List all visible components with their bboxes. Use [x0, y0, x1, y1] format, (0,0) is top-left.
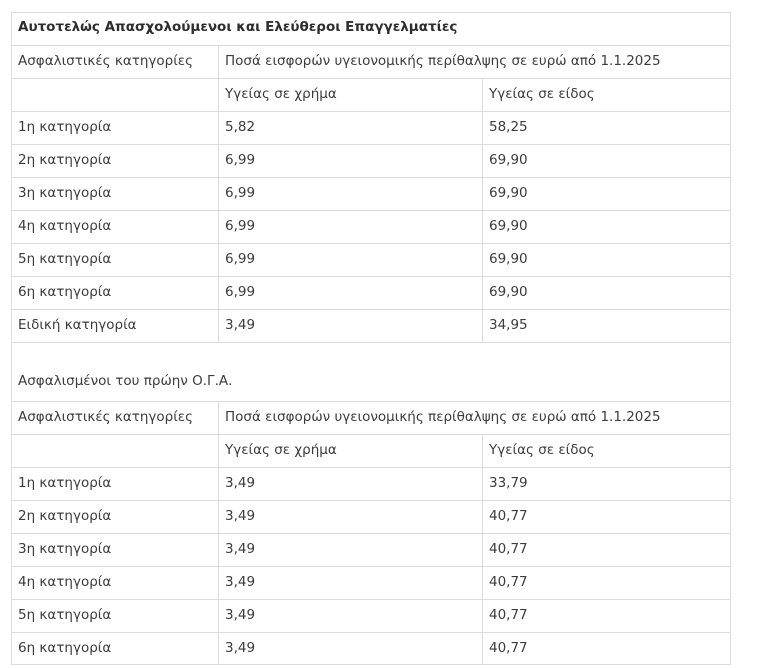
table1-title: Αυτοτελώς Απασχολούμενοι και Ελεύθεροι Επαγγελματίες — [18, 19, 458, 35]
contributions-table — [11, 12, 731, 665]
category-cell: 1η κατηγορία — [12, 112, 219, 144]
cash-cell: 3,49 — [219, 567, 483, 599]
table2-sub-kind: Υγείας σε είδος — [489, 442, 595, 458]
kind-cell: 33,79 — [489, 475, 528, 491]
table-row — [12, 632, 730, 665]
table-row — [12, 467, 730, 500]
table2-header-amounts: Ποσά εισφορών υγειονομικής περίθαλψης σε ευρώ από 1.1.2025 — [225, 409, 661, 425]
category-cell: 4η κατηγορία — [12, 211, 219, 243]
kind-cell: 69,90 — [489, 251, 528, 267]
cash-cell: 6,99 — [219, 145, 483, 177]
table-row — [12, 144, 730, 177]
kind-cell: 69,90 — [489, 284, 528, 300]
category-cell: 3η κατηγορία — [12, 534, 219, 566]
category-cell: Ειδική κατηγορία — [12, 310, 219, 342]
category-cell: 3η κατηγορία — [12, 178, 219, 210]
cash-cell: 6,99 — [219, 244, 483, 276]
table-row — [12, 111, 730, 144]
table1-header-row — [12, 45, 730, 78]
category-cell: 5η κατηγορία — [12, 600, 219, 632]
category-cell: 2η κατηγορία — [12, 145, 219, 177]
kind-cell: 40,77 — [489, 508, 528, 524]
cash-cell: 6,99 — [219, 178, 483, 210]
category-cell: 4η κατηγορία — [12, 567, 219, 599]
table1-sub-kind: Υγείας σε είδος — [489, 86, 595, 102]
table2-header-row — [12, 401, 730, 434]
category-cell: 2η κατηγορία — [12, 501, 219, 533]
kind-cell: 34,95 — [489, 317, 528, 333]
cash-cell: 3,49 — [219, 501, 483, 533]
table-row — [12, 533, 730, 566]
table2-subheader-row — [12, 434, 730, 467]
category-cell: 1η κατηγορία — [12, 468, 219, 500]
table-row — [12, 177, 730, 210]
cash-cell: 6,99 — [219, 211, 483, 243]
cash-cell: 5,82 — [219, 112, 483, 144]
table2-sub-cash: Υγείας σε χρήμα — [219, 435, 483, 467]
cash-cell: 3,49 — [219, 468, 483, 500]
table-row — [12, 309, 730, 342]
table1-header-categories: Ασφαλιστικές κατηγορίες — [12, 46, 219, 78]
table-row — [12, 276, 730, 309]
table2-subheader-empty — [12, 435, 219, 467]
table1-subheader-row — [12, 78, 730, 111]
kind-cell: 40,77 — [489, 574, 528, 590]
table1-subheader-empty — [12, 79, 219, 111]
cash-cell: 3,49 — [219, 600, 483, 632]
kind-cell: 58,25 — [489, 119, 528, 135]
cash-cell: 3,49 — [219, 633, 483, 664]
cash-cell: 3,49 — [219, 310, 483, 342]
table-row — [12, 599, 730, 632]
kind-cell: 69,90 — [489, 152, 528, 168]
table1-header-amounts: Ποσά εισφορών υγειονομικής περίθαλψης σε ευρώ από 1.1.2025 — [225, 53, 661, 69]
table1-sub-cash: Υγείας σε χρήμα — [219, 79, 483, 111]
category-cell: 6η κατηγορία — [12, 633, 219, 664]
kind-cell: 69,90 — [489, 218, 528, 234]
category-cell: 5η κατηγορία — [12, 244, 219, 276]
table-row — [12, 210, 730, 243]
category-cell: 6η κατηγορία — [12, 277, 219, 309]
cash-cell: 6,99 — [219, 277, 483, 309]
table-row — [12, 500, 730, 533]
table2-section-title: Ασφαλισμένοι του πρώην Ο.Γ.Α. — [12, 342, 730, 401]
kind-cell: 69,90 — [489, 185, 528, 201]
cash-cell: 3,49 — [219, 534, 483, 566]
table2-header-categories: Ασφαλιστικές κατηγορίες — [12, 402, 219, 434]
table1-title-row — [12, 12, 730, 45]
table-row — [12, 566, 730, 599]
kind-cell: 40,77 — [489, 640, 528, 656]
kind-cell: 40,77 — [489, 541, 528, 557]
table-row — [12, 243, 730, 276]
kind-cell: 40,77 — [489, 607, 528, 623]
